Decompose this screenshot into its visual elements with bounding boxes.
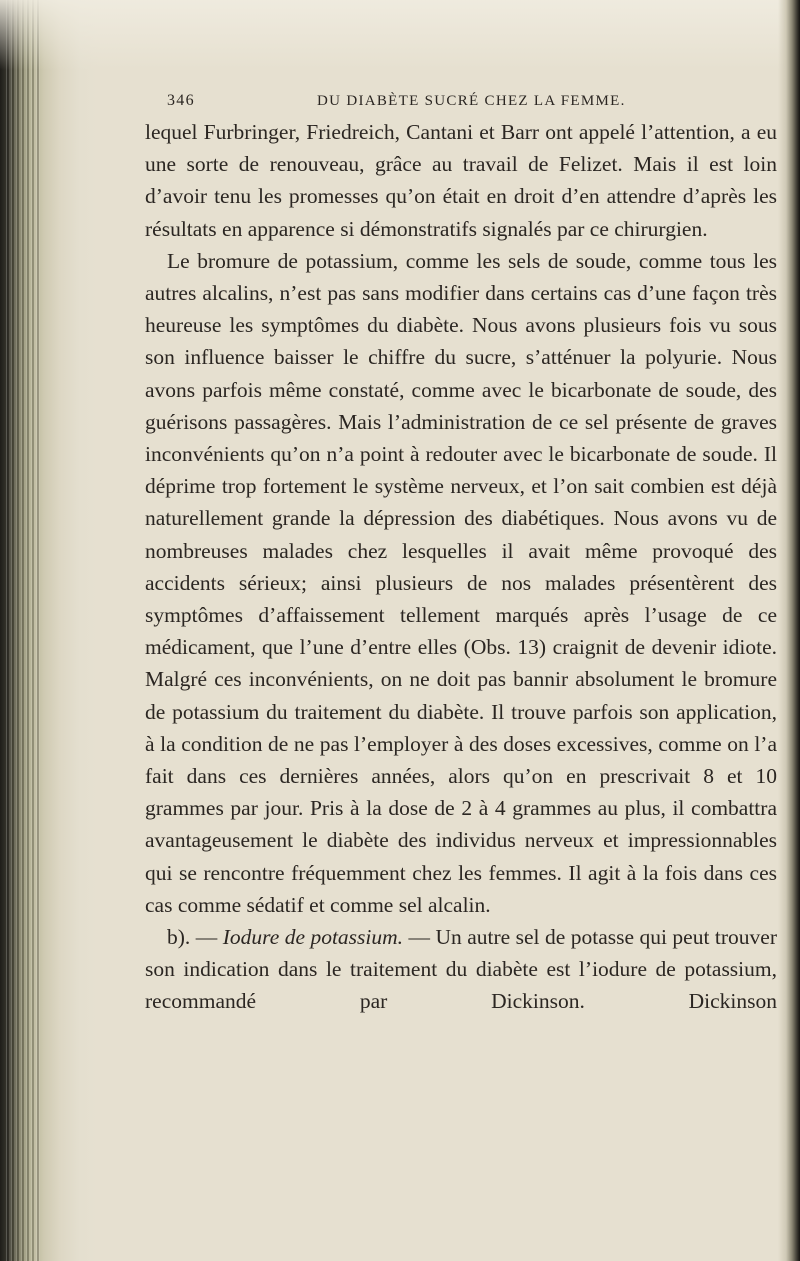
body-text [145,116,777,1018]
section-marker: b). — [167,925,223,950]
paragraph-bromure: Le bromure de potassium, comme les sels de soude, comme tous les autres alcalins, n’est pas sans modifier dans certains cas d’une façon très heureuse les symptômes du diabète. Nous avons plusieurs fois vu sous son influence baisser le chiffre du sucre, s’atténuer la polyurie. Nous avons parfois même constaté, comme avec le bicarbonate de soude, des guérisons passagères. Mais l’administration de ce sel présente de graves inconvénients qu’on n’a point à redouter avec le bicarbonate de soude. Il déprime trop fortement le système nerveux, et l’on sait combien est déjà naturellement grande la dépression des diabétiques. Nous avons vu de nombreuses malades chez lesquelles il avait même provoqué des accidents sérieux; ainsi plusieurs de nos malades présentèrent des symptômes d’affaissement tellement marqués après l’usage de ce médicament, que l’une d’entre elles (Obs. 13) craignit de devenir idiote. Malgré ces inconvénients, on ne doit pas bannir absolument le bromure de potassium du traitement du diabète. Il trouve parfois son application, à la condition de ne pas l’employer à des doses excessives, comme on l’a fait dans ces dernières années, alors qu’on en prescrivait 8 et 10 grammes par jour. Pris à la dose de 2 à 4 grammes au plus, il combattra avantageusement le diabète des individus nerveux et impressionnables qui se rencontre fréquemment chez les femmes. Il agit à la fois dans ces cas comme sédatif et comme sel alcalin. [145,248,777,917]
page-number: 346 [167,92,195,109]
section-term: Iodure de potassium. [222,925,404,950]
page-top-edge [0,0,800,70]
paragraph-iodure-text: — Un autre sel de potasse qui peut trouver son indication dans le traitement du diabète est l’iodure de potassium, recommandé par Dickinson. Dickinson [145,925,777,1014]
book-page [145,88,777,1018]
paragraph-continuation: lequel Furbringer, Friedreich, Cantani et Barr ont appelé l’attention, a eu une sorte de renouveau, grâce au travail de Felizet. Mais il est loin d’avoir tenu les promesses qu’on était en droit d’en attendre d’après les résultats en apparence si démonstratifs signalés par ce chirurgien. [145,120,777,241]
book-binding-gutter [0,0,100,1261]
paragraph-iodure [145,921,777,1018]
page-right-edge [778,0,800,1261]
running-head-title: DU DIABÈTE SUCRÉ CHEZ LA FEMME. [317,93,626,109]
running-head [145,88,777,116]
